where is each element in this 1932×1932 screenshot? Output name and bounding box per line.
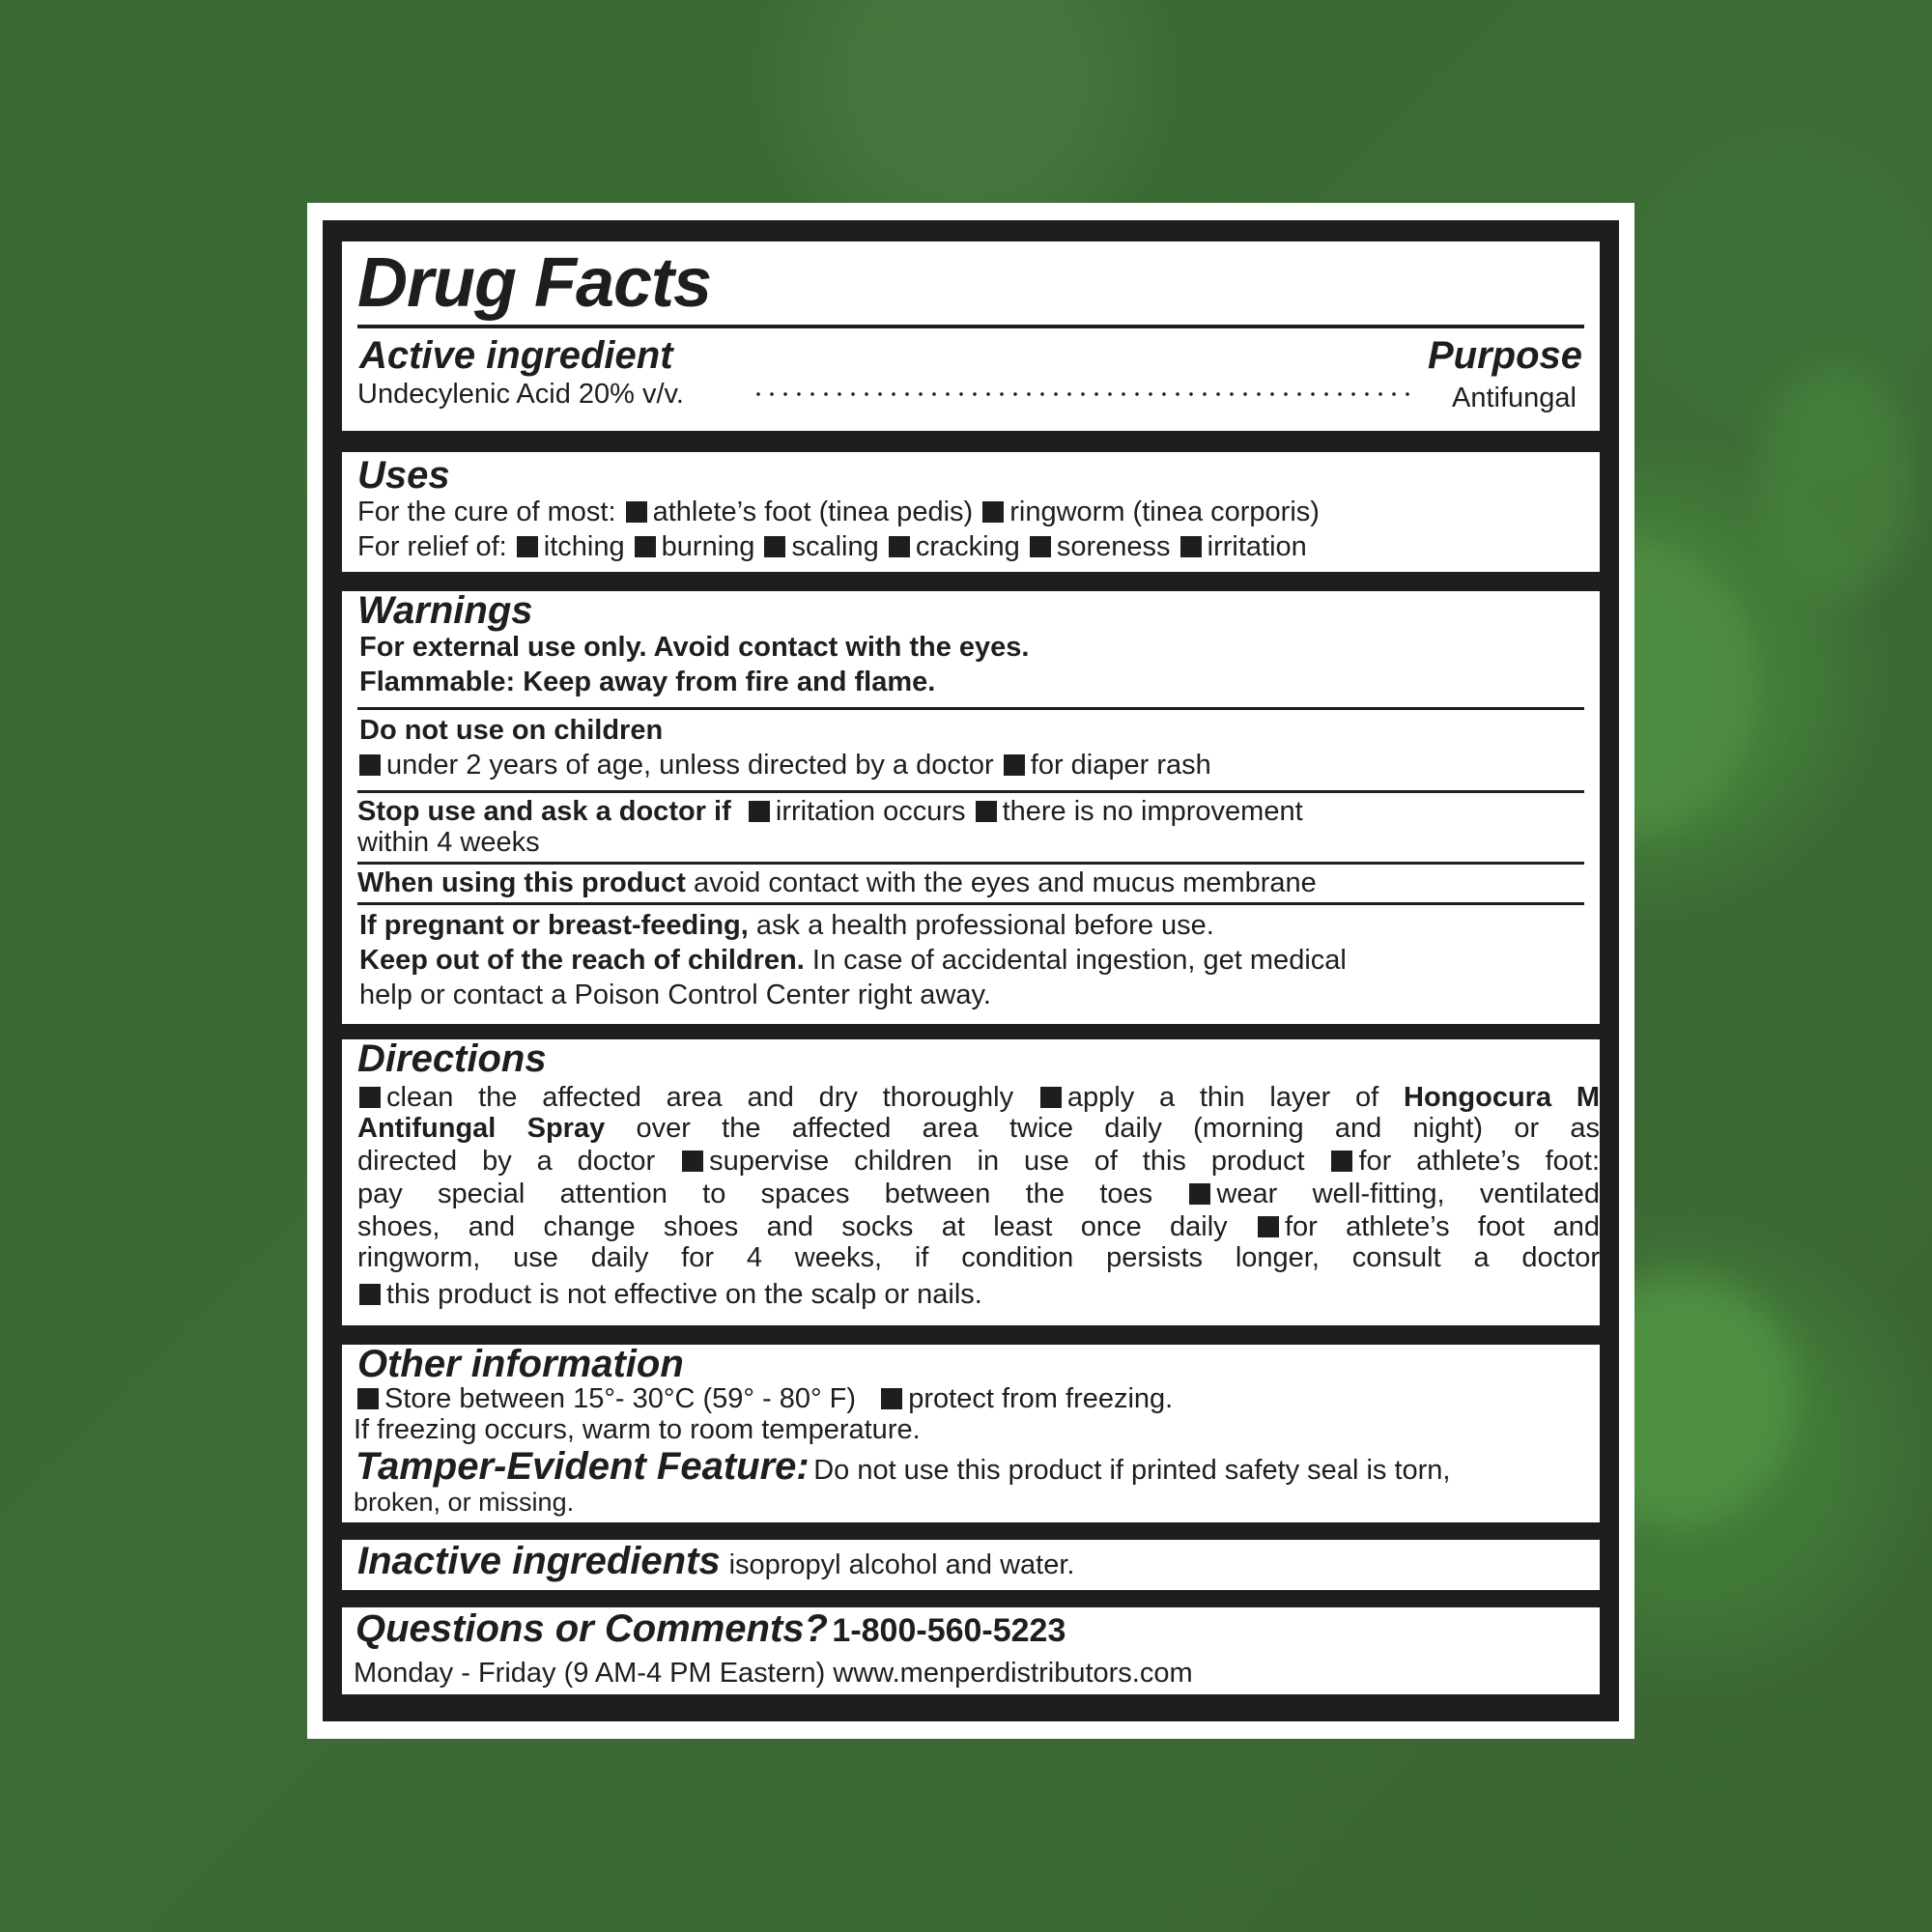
relief-item: itching bbox=[543, 531, 625, 562]
pregnant-text: ask a health professional before use. bbox=[755, 910, 1214, 941]
inactive-ingredients-section bbox=[342, 1540, 1600, 1590]
bullet-square-icon bbox=[517, 536, 538, 557]
directions-text: apply a thin layer of bbox=[1066, 1082, 1379, 1113]
divider bbox=[357, 325, 1584, 328]
warnings-section bbox=[342, 591, 1600, 1024]
directions-text: clean the affected area and dry thoroughly bbox=[386, 1082, 1014, 1113]
stop-item: irritation occurs bbox=[775, 796, 966, 827]
uses-relief-line bbox=[357, 531, 1307, 563]
questions-heading: Questions or Comments? bbox=[355, 1607, 828, 1650]
uses-cure-line bbox=[357, 497, 1320, 528]
background-blob bbox=[1758, 367, 1913, 599]
relief-item: irritation bbox=[1207, 531, 1307, 562]
bullet-square-icon bbox=[1040, 1087, 1062, 1108]
inactive-ingredients-text: isopropyl alcohol and water. bbox=[728, 1549, 1075, 1580]
relief-prefix: For relief of: bbox=[357, 531, 507, 562]
purpose-text: Antifungal bbox=[1452, 383, 1577, 413]
stop-use-line bbox=[357, 796, 1303, 828]
children-heading: Do not use on children bbox=[359, 715, 664, 746]
directions-line bbox=[357, 1279, 982, 1311]
phone-number: 1-800-560-5223 bbox=[832, 1612, 1066, 1649]
stop-use-cont: within 4 weeks bbox=[357, 827, 540, 858]
freezing-text: protect from freezing. bbox=[908, 1383, 1174, 1414]
when-using-heading: When using this product bbox=[357, 867, 686, 898]
divider bbox=[357, 707, 1584, 710]
label-frame bbox=[323, 220, 1619, 1721]
storage-line bbox=[355, 1383, 1173, 1415]
keep-out-cont: help or contact a Poison Control Center right away. bbox=[359, 980, 991, 1010]
children-line bbox=[357, 750, 1211, 781]
divider bbox=[357, 790, 1584, 793]
bullet-square-icon bbox=[1030, 536, 1051, 557]
directions-text: wear well-fitting, ventilated bbox=[1216, 1179, 1600, 1209]
directions-line bbox=[357, 1113, 1600, 1145]
keep-out-text: In case of accidental ingestion, get medical bbox=[811, 945, 1347, 976]
tamper-text: Do not use this product if printed safety seal is torn, bbox=[813, 1455, 1451, 1486]
hours-and-website: Monday - Friday (9 AM-4 PM Eastern) www.menperdistributors.com bbox=[354, 1658, 1193, 1689]
relief-item: scaling bbox=[791, 531, 879, 562]
directions-line bbox=[357, 1082, 1600, 1114]
divider bbox=[357, 902, 1584, 905]
bullet-square-icon bbox=[626, 501, 647, 523]
bullet-square-icon bbox=[982, 501, 1004, 523]
relief-item: soreness bbox=[1056, 531, 1171, 562]
directions-text: over the affected area twice daily (morning and night) or as bbox=[636, 1113, 1600, 1144]
bullet-square-icon bbox=[976, 801, 997, 822]
stop-item: there is no improvement bbox=[1002, 796, 1303, 827]
bullet-square-icon bbox=[359, 1087, 381, 1108]
bullet-square-icon bbox=[1189, 1183, 1210, 1205]
purpose-heading: Purpose bbox=[1427, 334, 1582, 377]
uses-section bbox=[342, 452, 1600, 572]
directions-text: this product is not effective on the scalp or nails. bbox=[386, 1279, 982, 1310]
divider bbox=[357, 862, 1584, 865]
bullet-square-icon bbox=[635, 536, 656, 557]
tamper-line bbox=[355, 1445, 1450, 1489]
directions-text: pay special attention to spaces between the toes bbox=[357, 1179, 1153, 1209]
directions-text: for athlete’s foot and bbox=[1284, 1211, 1600, 1242]
relief-item: cracking bbox=[915, 531, 1020, 562]
when-using-line bbox=[357, 867, 1317, 899]
freezing-line: If freezing occurs, warm to room temperature. bbox=[354, 1414, 921, 1445]
stop-use-heading: Stop use and ask a doctor if bbox=[357, 796, 731, 827]
directions-line bbox=[357, 1242, 1600, 1274]
bullet-square-icon bbox=[749, 801, 770, 822]
warning-flammable: Flammable: Keep away from fire and flame. bbox=[359, 667, 936, 697]
directions-text: supervise children in use of this product bbox=[709, 1146, 1305, 1177]
bullet-square-icon bbox=[1180, 536, 1202, 557]
bullet-square-icon bbox=[889, 536, 910, 557]
directions-heading: Directions bbox=[357, 1037, 547, 1080]
directions-line bbox=[357, 1211, 1600, 1243]
inactive-ingredients-line bbox=[357, 1540, 1074, 1583]
bullet-square-icon bbox=[764, 536, 785, 557]
children-item: for diaper rash bbox=[1030, 750, 1211, 781]
other-information-section bbox=[342, 1345, 1600, 1522]
bullet-square-icon bbox=[1004, 754, 1025, 776]
uses-heading: Uses bbox=[357, 454, 450, 497]
directions-line bbox=[357, 1179, 1600, 1210]
cure-item: ringworm (tinea corporis) bbox=[1009, 497, 1320, 527]
relief-item: burning bbox=[661, 531, 755, 562]
product-name: Antifungal Spray bbox=[357, 1113, 606, 1144]
active-ingredient-text: Undecylenic Acid 20% v/v. bbox=[357, 379, 684, 410]
bullet-square-icon bbox=[359, 1284, 381, 1305]
leader-dots bbox=[752, 392, 1410, 396]
warning-external-use: For external use only. Avoid contact with the eyes. bbox=[359, 632, 1030, 663]
bullet-square-icon bbox=[881, 1388, 902, 1409]
product-name: Hongocura M bbox=[1404, 1082, 1601, 1113]
cure-prefix: For the cure of most: bbox=[357, 497, 616, 527]
directions-text: directed by a doctor bbox=[357, 1146, 656, 1177]
directions-text: ringworm, use daily for 4 weeks, if condition persists longer, consult a doctor bbox=[357, 1242, 1600, 1273]
directions-line bbox=[357, 1146, 1600, 1178]
active-ingredient-section bbox=[342, 242, 1600, 431]
pregnant-heading: If pregnant or breast-feeding, bbox=[359, 910, 749, 941]
tamper-cont: broken, or missing. bbox=[354, 1488, 575, 1517]
inactive-ingredients-heading: Inactive ingredients bbox=[357, 1540, 721, 1582]
keep-out-line bbox=[359, 945, 1347, 977]
active-ingredient-heading: Active ingredient bbox=[359, 334, 673, 377]
warnings-heading: Warnings bbox=[357, 589, 533, 632]
bullet-square-icon bbox=[357, 1388, 379, 1409]
questions-line bbox=[355, 1607, 1065, 1651]
questions-section bbox=[342, 1607, 1600, 1694]
storage-text: Store between 15°- 30°C (59° - 80° F) bbox=[384, 1383, 857, 1414]
keep-out-heading: Keep out of the reach of children. bbox=[359, 945, 805, 976]
bullet-square-icon bbox=[682, 1151, 703, 1172]
bullet-square-icon bbox=[359, 754, 381, 776]
directions-text: shoes, and change shoes and socks at least once daily bbox=[357, 1211, 1228, 1242]
directions-text: for athlete’s foot: bbox=[1358, 1146, 1601, 1177]
pregnant-line bbox=[359, 910, 1214, 942]
bullet-square-icon bbox=[1258, 1216, 1279, 1237]
tamper-heading: Tamper-Evident Feature: bbox=[355, 1445, 810, 1488]
directions-section bbox=[342, 1039, 1600, 1325]
when-using-text: avoid contact with the eyes and mucus membrane bbox=[693, 867, 1317, 898]
page-title: Drug Facts bbox=[357, 244, 712, 322]
children-item: under 2 years of age, unless directed by a doctor bbox=[386, 750, 994, 781]
drug-facts-label bbox=[307, 203, 1634, 1739]
bullet-square-icon bbox=[1331, 1151, 1352, 1172]
cure-item: athlete’s foot (tinea pedis) bbox=[652, 497, 974, 527]
other-information-heading: Other information bbox=[357, 1343, 684, 1385]
